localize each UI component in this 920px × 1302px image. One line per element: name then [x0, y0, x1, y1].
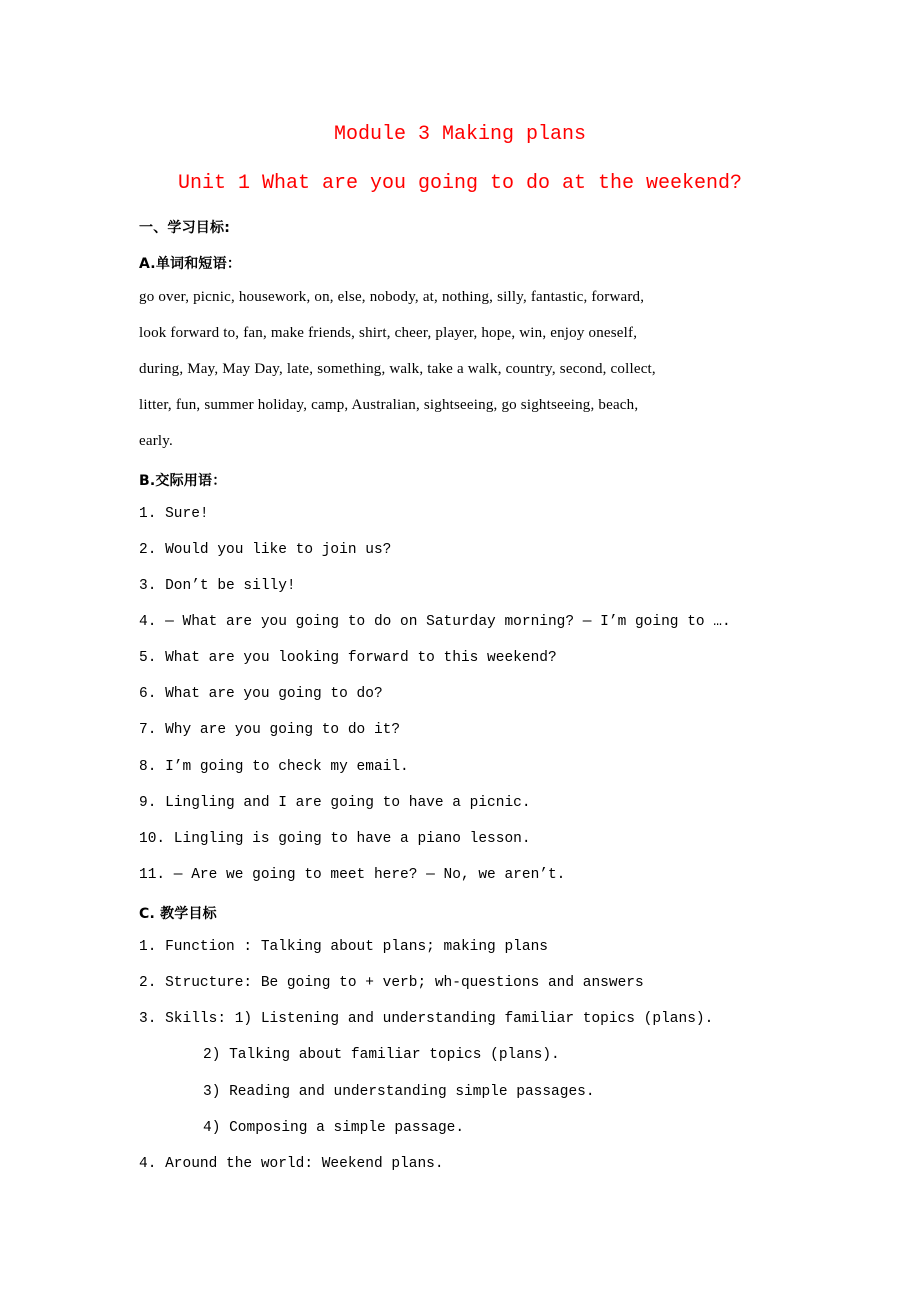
vocab-line: early.: [139, 433, 173, 449]
vocab-line: go over, picnic, housework, on, else, nobody, at, nothing, silly, fantastic, forward,: [139, 289, 645, 305]
module-title: Module 3 Making plans: [333, 123, 587, 146]
section-heading-objectives: 一、学习目标:: [139, 220, 230, 236]
goal-item: 1. Function : Talking about plans; making plans: [139, 939, 548, 955]
phrase-item: 3. Don’t be silly!: [139, 578, 296, 594]
part-b-heading: B.交际用语：: [139, 473, 227, 489]
phrase-item: 1. Sure!: [139, 506, 209, 522]
phrase-item: 4. — What are you going to do on Saturday morning? — I’m going to ….: [139, 614, 731, 630]
vocab-line: litter, fun, summer holiday, camp, Australian, sightseeing, go sightseeing, beach,: [139, 397, 639, 413]
unit-title: Unit 1 What are you going to do at the weekend?: [177, 172, 743, 195]
skill-sub-item: 3) Reading and understanding simple passages.: [203, 1084, 595, 1100]
phrase-item: 2. Would you like to join us?: [139, 542, 392, 558]
phrase-item: 7. Why are you going to do it?: [139, 722, 401, 738]
vocab-line: look forward to, fan, make friends, shirt, cheer, player, hope, win, enjoy oneself,: [139, 325, 638, 341]
goal-item: 2. Structure: Be going to + verb; wh-questions and answers: [139, 975, 644, 991]
phrase-item: 10. Lingling is going to have a piano lesson.: [139, 831, 531, 847]
part-c-heading: C. 教学目标: [139, 906, 217, 922]
part-a-heading: A.单词和短语：: [139, 256, 242, 272]
skill-sub-item: 2) Talking about familiar topics (plans).: [203, 1047, 560, 1063]
goal-item: 4. Around the world: Weekend plans.: [139, 1156, 444, 1172]
skill-sub-item: 4) Composing a simple passage.: [203, 1120, 465, 1136]
phrase-item: 5. What are you looking forward to this weekend?: [139, 650, 557, 666]
vocab-line: during, May, May Day, late, something, walk, take a walk, country, second, collect,: [139, 361, 656, 377]
goal-item: 3. Skills: 1) Listening and understanding familiar topics (plans).: [139, 1011, 714, 1027]
phrase-item: 11. — Are we going to meet here? — No, we aren’t.: [139, 867, 566, 883]
phrase-item: 8. I’m going to check my email.: [139, 759, 409, 775]
phrase-item: 9. Lingling and I are going to have a picnic.: [139, 795, 531, 811]
phrase-item: 6. What are you going to do?: [139, 686, 383, 702]
